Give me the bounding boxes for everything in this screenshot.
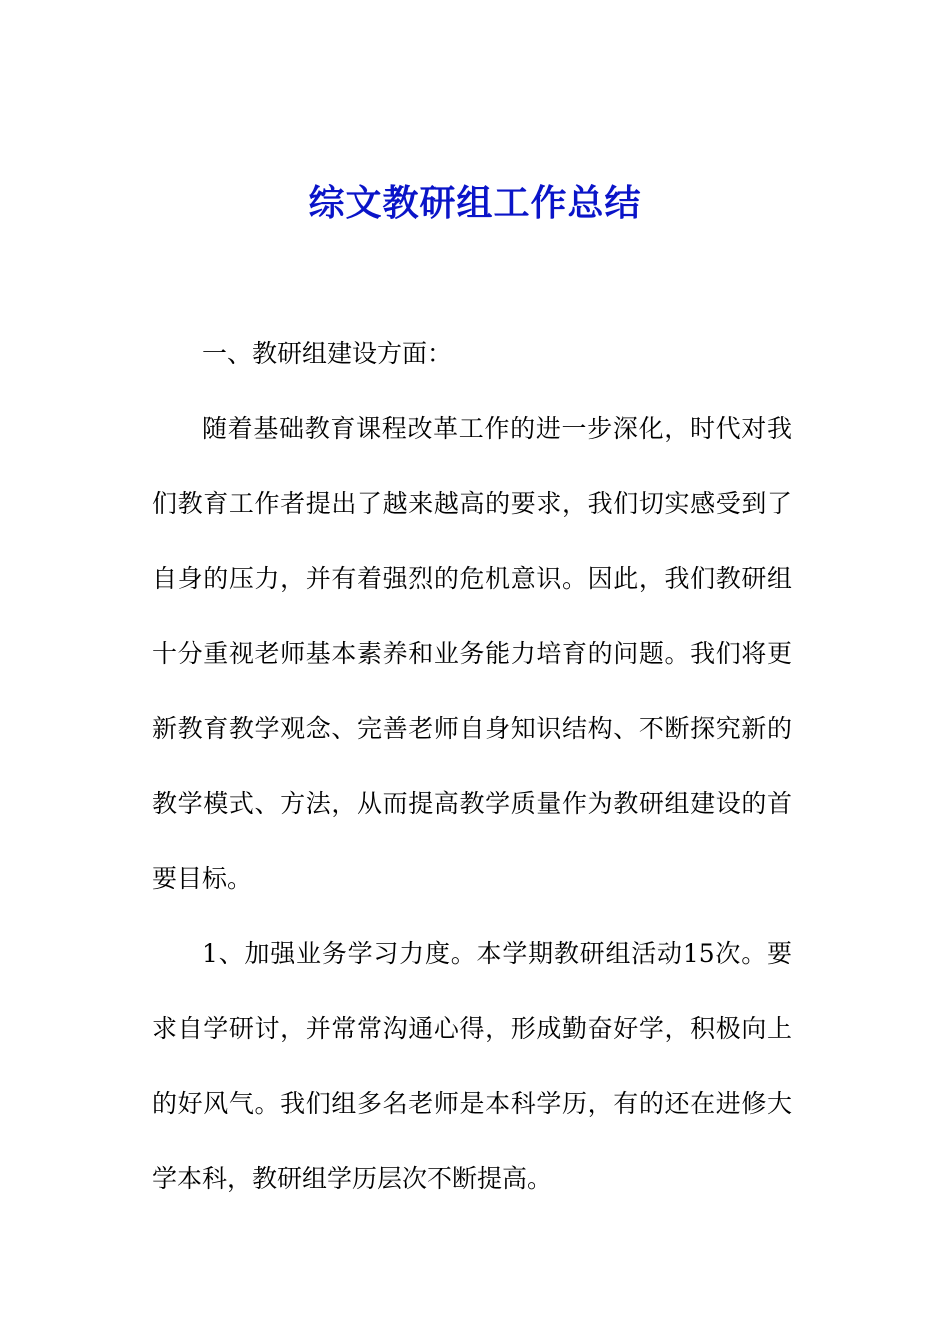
section-heading: 一、教研组建设方面： [202, 339, 453, 368]
body-paragraph: 1、加强业务学习力度。本学期教研组活动15次。要求自学研讨，并常常沟通心得，形成勤奋好学，积极向上的好风气。我们组多名老师是本科学历，有的还在进修大学本科，教研组学历层次不断提高。 [152, 939, 792, 1193]
document-body [152, 316, 792, 1216]
body-paragraph: 随着基础教育课程改革工作的进一步深化，时代对我们教育工作者提出了越来越高的要求，我们切实感受到了自身的压力，并有着强烈的危机意识。因此，我们教研组十分重视老师基本素养和业务能力培育的问题。我们将更新教育教学观念、完善老师自身知识结构、不断探究新的教学模式、方法，从而提高教学质量作为教研组建设的首要目标。 [152, 414, 792, 893]
document-title: 综文教研组工作总结 [308, 183, 642, 224]
